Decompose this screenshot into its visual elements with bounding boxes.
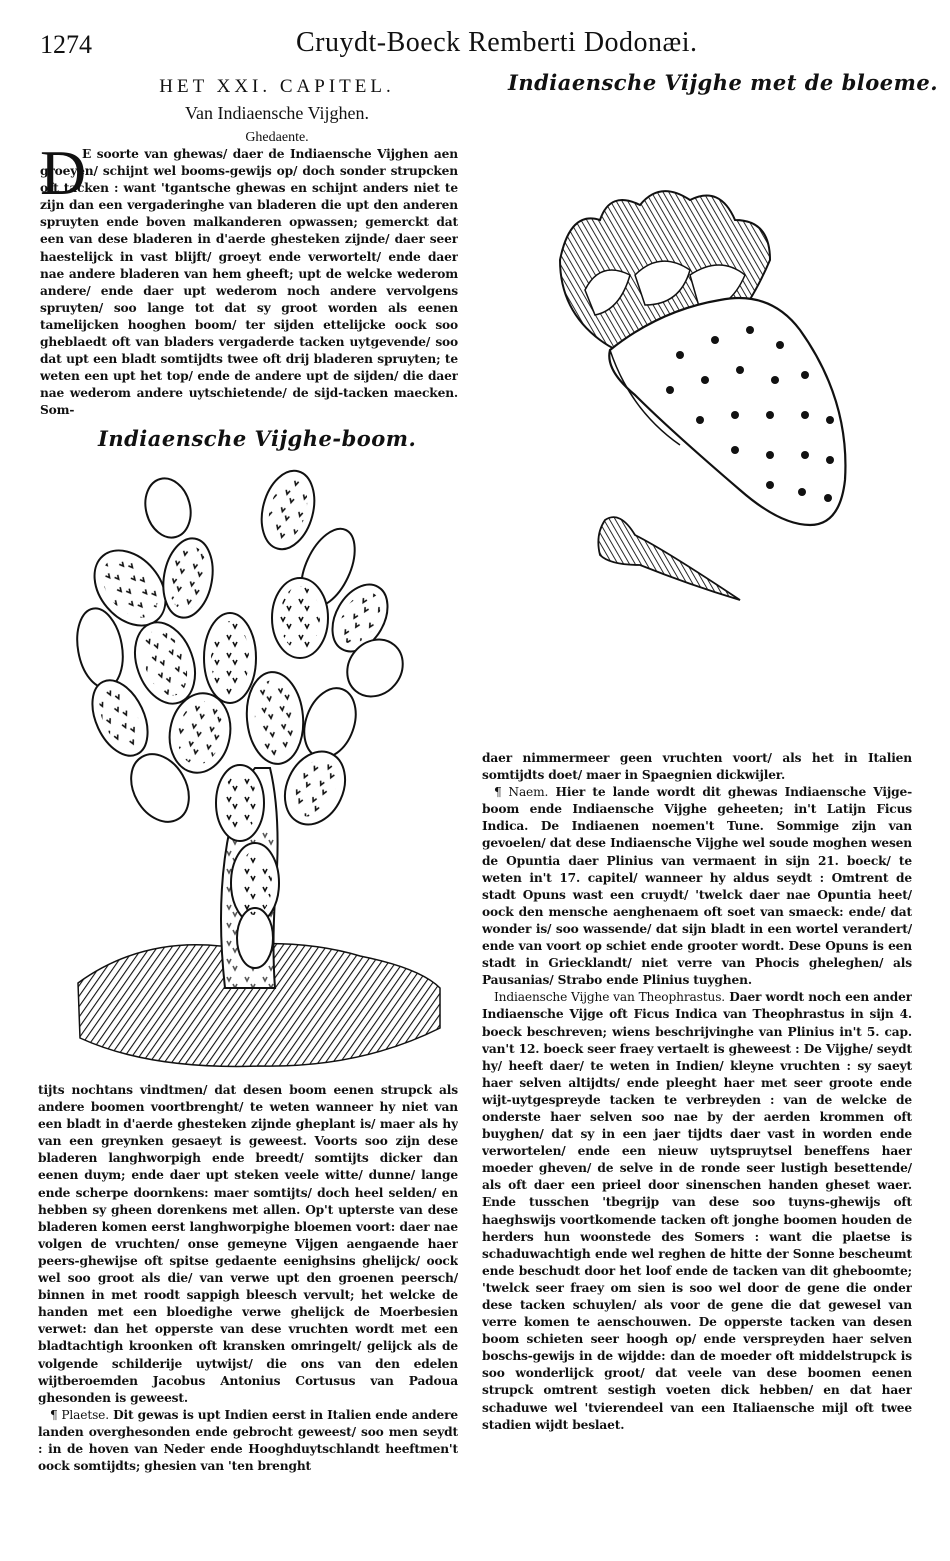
tree-caption: Indiaensche Vijghe-boom. <box>98 426 417 451</box>
prickly-pear-tree-icon <box>60 468 460 1073</box>
intro-paragraph <box>40 146 458 418</box>
section-heading: Ghedaente. <box>245 130 309 145</box>
right-column <box>482 750 912 1495</box>
left-column <box>38 1082 458 1482</box>
chapter-subtitle: Van Indiaensche Vijghen. <box>184 103 370 123</box>
place-label: ¶ Plaetse. <box>50 1407 109 1422</box>
flower-caption: Indiaensche Vijghe met de bloeme. <box>508 70 939 95</box>
prickly-pear-fruit-icon <box>540 180 870 620</box>
running-head: Cruydt-Boeck Remberti Dodonæi. <box>296 27 698 58</box>
page-number: 1274 <box>40 30 92 59</box>
name-label: ¶ Naem. <box>494 785 549 800</box>
chapter-title: HET XXI. CAPITEL. <box>159 76 395 97</box>
right-column-top-text: daer nimmermeer geen vruchten voort/ als het in Italien somtijdts doet/ maer in Spaegnien dickwijler. <box>482 751 912 783</box>
left-column-text: tijts nochtans vindtmen/ dat desen boom eenen strupck als andere boomen voortbrenght/ te weten wanneer hy niet van een bladt in d'aerde ghesteken zijnde gheplant is/ maer als hy van een greynken gesaeyt is geweest. Voorts soo zijn dese bladeren langhworpigh ende breedt/ somtijts dicker dan eenen duym; ende daer upt steken veele witte/ dunne/ lange ende scherpe doornkens: maer somtijts/ doch heel selden/ en hebben sy gheen dorenkens met allen. Op't upterste van dese bladeren komen eerst langhworpighe bloemen voort: daer nae volgen de vruchten/ onse gemeyne Vijgen aengaende haer peers-ghewijse oft spitse gedaente eenighsins ghelijck/ oock wel soo groot als die/ van verwe upt den groenen peersch/ binnen in met roodt sappigh bleesch vervult; het welcke de handen met een bloedighe verwe ghelijck de Moerbesien verwet: dan het opperste van dese vruchten wordt met een bladtachtigh kroonken oft kransken omringelt/ gelijck als de volgende schilderije uytwijst/ die ons van den edelen wijtberoemden Jacobus Antonius Cortusus van Padoua ghesonden is geweest. <box>38 1083 458 1405</box>
intro-text: E soorte van ghewas/ daer de Indiaensche Vijghen aen groeyen/ schijnt wel booms-gewijs op/ doch sonder strupcken oft tacken : want 'tgantsche ghewas en schijnt anders niet te zijn dan een vergaderinghe van bladeren die upt den anderen spruyten ende boven malkanderen opwassen; gemerckt dat een van dese bladeren in d'aerde ghesteken zijnde/ daer seer haestelijck in vast blijft/ groeyt ende verwortelt/ ende daer nae andere bladeren van hem gheeft; upt de welcke wederom andere/ ende daer upt wederom noch andere vervolgens spruyten/ soo lange tot dat sy groot worden als eenen tamelijcken hooghen boom/ ter sijden ettelijcke oock soo gheblaedt oft van bladers vergaderde tacken uytgevende/ soo dat upt een bladt somtijdts twee oft drij bladeren spruyten; te weten een upt het top/ ende de andere upt de sijden/ die daer nae wederom andere uytschietende/ de sijd-tacken maecken. Som- <box>40 147 458 418</box>
place-text: Dit gewas is upt Indien eerst in Italien ende andere landen overghesonden ende gebrocht geweest/ soo men seydt : in de hoven van Neder ende Hooghduytschlandt heeftmen't oock somtijdts; ghesien van 'ten brenght <box>38 1407 458 1474</box>
drop-cap: D <box>40 137 87 208</box>
name-text: Hier te lande wordt dit ghewas Indiaensche Vijge-boom ende Indiaensche Vijghe geheeten; in't Latijn Ficus Indica. De Indiaenen noemen't Tune. Sommige zijn van gevoelen/ dat dese Indiaensche Vijghe wel soude moghen wesen de Opuntia daer Plinius van vermaent in sijn 21. boeck/ te weten in't 17. capitel/ wanneer hy aldus seydt : Omtrent de stadt Opuns wast een cruydt/ 'twelck daer nae Opuntia heet/ oock den mensche aenghenaem oft soet van smaeck: ende/ dat wonder is/ soo wassende/ dat sijn bladt in een wortel verandert/ ende van voort op schiet ende grooter wordt. Dese Opuns is een stadt in Griecklandt/ niet verre van Phocis gheleghen/ als Pausanias/ Strabo ende Plinius tuyghen. <box>482 785 912 988</box>
theophrastus-text: Daer wordt noch een ander Indiaensche Vijge oft Ficus Indica van Theophrastus in sijn 4. boeck beschreven; wiens beschrijvinghe van Plinius in't 5. cap. van't 12. boeck seer fraey vertaelt is gheweest : De Vijghe/ seydt hy/ heeft daer/ te weten in Indien/ kleyne vruchten : sy saeyt haer selven altijdts/ ende pleeght haer met seer groote ende wijt-uytgespreyde tacken te verbreyden : van de welcke de onderste haer selven soo nae by der aerden krommen oft buyghen/ dat sy in een jaer tijdts daer vast in worden ende verwortelen/ ende een nieuw uytspruytsel beneffens haer moeder gheven/ de selve in de ronde seer lustigh besettende/ als oft daer een prieel door sinenschen handen gheset waer. Ende tusschen 'tbegrijp van dese soo tuyns-ghewijs oft haeghswijs voortkomende tacken oft jonghe boomen houden de herders hun woonstede des Somers : want die plaetse is schaduwachtigh ende wel reghen de hitte der Sonne bescheumt ende beschudt door het loof ende de tacken van dit gheboomte; 'twelck seer fraey om sien is soo wel door de gene die onder dese tacken schuylen/ als voor de gene die dat gewesel van verre komen te aenschouwen. De opperste tacken van desen boom schieten seer hoogh op/ ende verspreyden haer selven boschs-gewijs in de wijdde: dan de moeder oft middelstrupck is soo wonderlijck groot/ dat veele van dese boomen eenen strupck omtrent sestigh voeten dick hebben/ en dat haer schaduwe wel 'tvierendeel van een Italiaensche mijl oft twee stadien wijdt beslaet. <box>482 990 912 1432</box>
theophrastus-label: Indiaensche Vijghe van Theophrastus. <box>494 990 726 1005</box>
